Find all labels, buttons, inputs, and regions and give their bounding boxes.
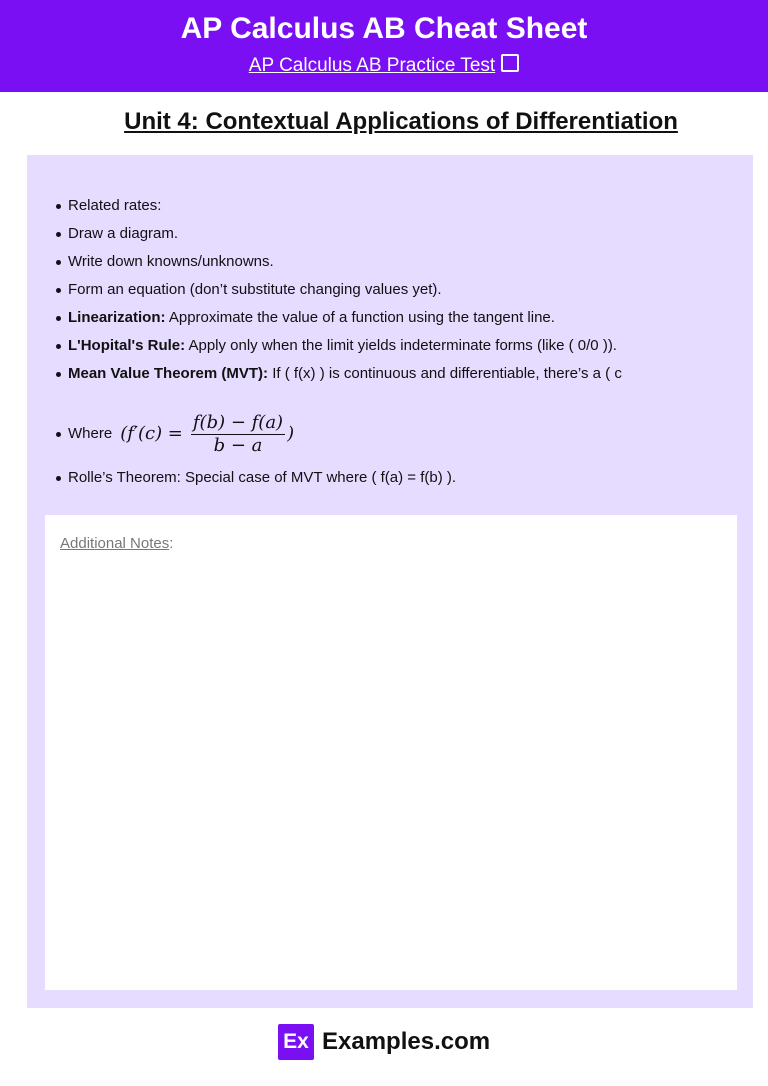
list-item [55, 334, 622, 362]
list-item [55, 362, 622, 390]
practice-test-link-label: AP Calculus AB Practice Test [248, 55, 496, 76]
brand-name: Examples.com [322, 1028, 491, 1055]
item-bold: Mean Value Theorem (MVT): [68, 365, 269, 382]
examples-logo-icon: Ex [278, 1024, 314, 1060]
notes-label-text: Additional Notes [60, 535, 170, 552]
item-text: Rolle’s Theorem: Special case of MVT where ( f(a) = f(b) ). [68, 469, 457, 486]
numerator: f(b) − f(a) [192, 411, 284, 433]
bullet-list [55, 194, 622, 494]
list-item [55, 250, 622, 278]
list-item [55, 306, 622, 334]
denominator: b − a [213, 434, 263, 456]
content-panel [27, 155, 753, 1008]
item-text: If ( f(x) ) is continuous and differentiable, there’s a ( c [268, 365, 622, 382]
practice-test-link[interactable] [0, 53, 768, 77]
unit-heading: Unit 4: Contextual Applications of Differentiation [124, 108, 678, 135]
mvt-formula [120, 396, 294, 472]
formula-item [55, 396, 622, 466]
item-text: Form an equation (don’t substitute changing values yet). [68, 281, 442, 298]
list-item [55, 194, 622, 222]
item-bold: Linearization: [68, 309, 166, 326]
formula-close: ) [287, 423, 295, 445]
item-text: Related rates: [68, 197, 162, 214]
notes-label [60, 535, 173, 552]
notes-label-suffix: : [169, 535, 174, 552]
fraction [191, 412, 285, 457]
item-text: Draw a diagram. [68, 225, 179, 242]
page-title: AP Calculus AB Cheat Sheet [180, 12, 588, 45]
item-bold: L'Hopital's Rule: [68, 337, 186, 354]
formula-label: Where [68, 425, 113, 442]
item-text: Apply only when the limit yields indeterminate forms (like ( 0/0 )). [185, 337, 617, 354]
formula-lhs: (f′(c) = [120, 423, 183, 445]
external-link-icon [501, 54, 519, 72]
footer-brand[interactable] [278, 1024, 490, 1060]
list-item [55, 222, 622, 250]
additional-notes-area[interactable] [45, 515, 737, 990]
header [0, 0, 768, 92]
item-text: Approximate the value of a function using the tangent line. [165, 309, 555, 326]
list-item [55, 466, 622, 494]
item-text: Write down knowns/unknowns. [68, 253, 274, 270]
list-item [55, 278, 622, 306]
